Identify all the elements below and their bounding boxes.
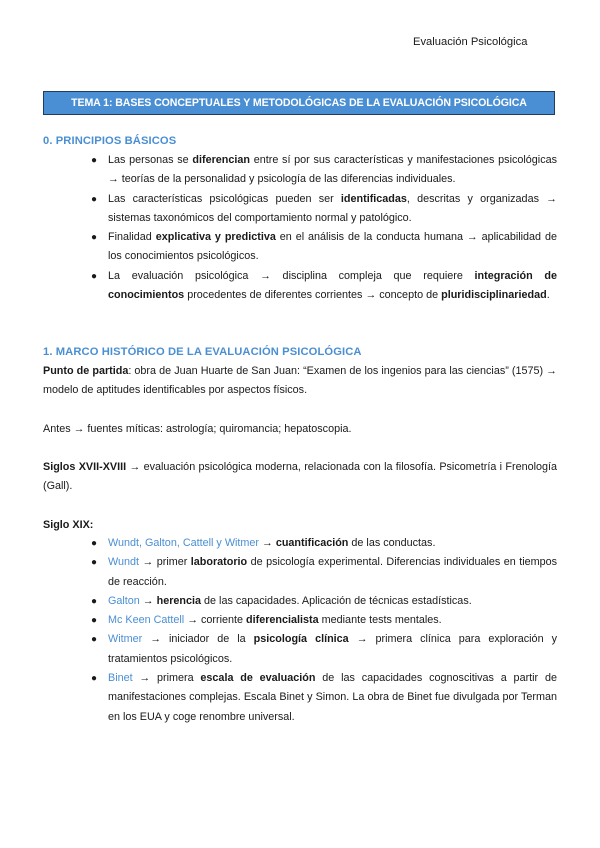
siglo-xix-list <box>91 534 557 727</box>
list-item: ● Wundt → primer laboratorio de psicología experimental. Diferencias individuales en tiempos de reacción. <box>108 553 557 592</box>
bullet-icon: ● <box>91 193 98 205</box>
list-item: ● Witmer → iniciador de la psicología clínica → primera clínica para exploración y tratamientos psicológicos. <box>108 630 557 669</box>
list-item: ● Galton → herencia de las capacidades. Aplicación de técnicas estadísticas. <box>108 592 557 611</box>
bullet-icon: ● <box>91 232 98 244</box>
topic-banner-text: TEMA 1: BASES CONCEPTUALES Y METODOLÓGICAS DE LA EVALUACIÓN PSICOLÓGICA <box>71 97 527 109</box>
paragraph-siglos-xvii-xviii: Siglos XVII-XVIII → evaluación psicológica moderna, relacionada con la filosofía. Psicometría i Frenología (Gall). <box>43 461 557 493</box>
paragraph-antes: Antes → fuentes míticas: astrología; quiromancia; hepatoscopia. <box>43 423 352 435</box>
bullet-icon: ● <box>91 634 98 646</box>
paragraph-punto-partida: Punto de partida: obra de Juan Huarte de San Juan: “Examen de los ingenios para las ciencias” (1575) → modelo de aptitudes identificables por aspectos físicos. <box>43 365 557 397</box>
topic-banner <box>43 91 555 115</box>
bullet-icon: ● <box>91 557 98 569</box>
section-heading-principios: 0. PRINCIPIOS BÁSICOS <box>43 135 177 147</box>
bullet-icon: ● <box>91 270 98 282</box>
bullet-icon: ● <box>91 673 98 685</box>
principios-list <box>91 151 558 305</box>
list-item: ● Las personas se diferencian entre sí por sus características y manifestaciones psicológicas → teorías de la personalidad y psicología de las diferencias individuales. <box>108 151 557 190</box>
list-item: ● Las características psicológicas pueden ser identificadas, descritas y organizadas → sistemas taxonómicos del comportamiento normal y patológico. <box>108 190 557 229</box>
bullet-icon: ● <box>91 595 98 607</box>
list-item: ● Wundt, Galton, Cattell y Witmer → cuantificación de las conductas. <box>108 534 557 553</box>
list-item: ● Mc Keen Cattell → corriente diferencialista mediante tests mentales. <box>108 611 557 630</box>
list-item: ● Finalidad explicativa y predictiva en el análisis de la conducta humana → aplicabilidad de los conocimientos psicológicos. <box>108 228 557 267</box>
bullet-icon: ● <box>91 155 98 166</box>
bullet-icon: ● <box>91 538 98 549</box>
page-header-title: Evaluación Psicológica <box>413 36 528 48</box>
list-item: ● La evaluación psicológica → disciplina compleja que requiere integración de conocimientos procedentes de diferentes corrientes → concepto de pluridisciplinariedad. <box>108 267 557 306</box>
bullet-icon: ● <box>91 615 98 627</box>
list-item: ● Binet → primera escala de evaluación de las capacidades cognoscitivas a partir de manifestaciones complejas. Escala Binet y Simon. La obra de Binet fue divulgada por Terman en los EUA y coge renombre universal. <box>108 669 557 727</box>
section-heading-marco-historico: 1. MARCO HISTÓRICO DE LA EVALUACIÓN PSICOLÓGICA <box>43 346 362 358</box>
paragraph-siglo-xix: Siglo XIX: <box>43 519 94 531</box>
